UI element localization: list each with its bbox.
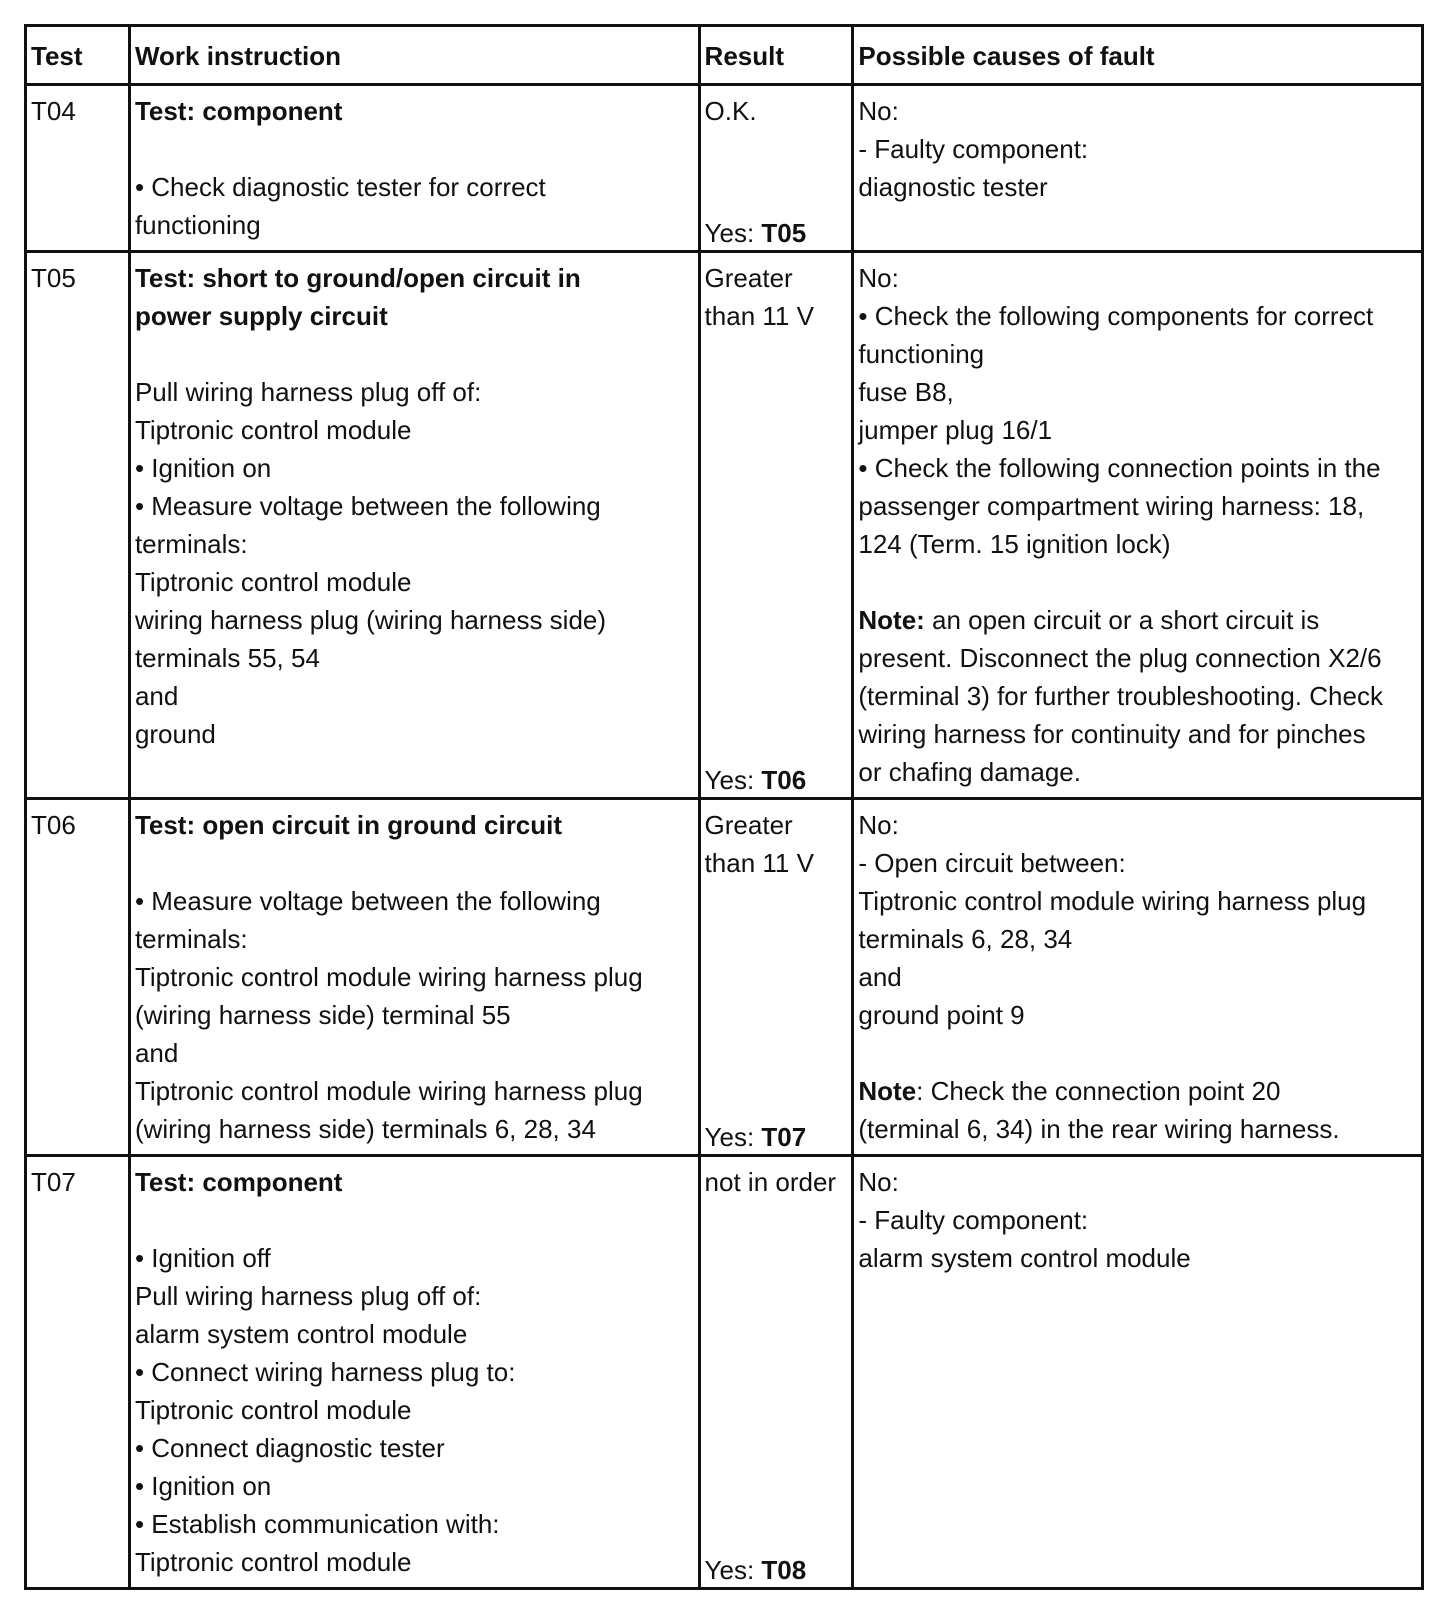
work-line: • Measure voltage between the following xyxy=(134,491,601,521)
yes-target: T08 xyxy=(761,1555,807,1585)
note-text: : Check the connection point 20 xyxy=(916,1076,1281,1106)
test-id: T06 xyxy=(26,799,130,1156)
possible-causes-cell xyxy=(853,85,1423,252)
note-line xyxy=(858,1072,1417,1110)
work-line: Tiptronic control module xyxy=(134,415,412,445)
work-line: ground xyxy=(134,719,216,749)
result-line: than 11 V xyxy=(704,848,814,878)
possible-causes-cell xyxy=(853,252,1423,799)
yes-target: T05 xyxy=(761,218,807,248)
work-line: • Ignition on xyxy=(134,453,272,483)
work-line: Tiptronic control module wiring harness plug xyxy=(134,962,643,992)
header-possible-causes: Possible causes of fault xyxy=(853,26,1423,85)
work-line: Pull wiring harness plug off of: xyxy=(134,1281,482,1311)
yes-prefix: Yes: xyxy=(704,1122,762,1152)
table-header-row xyxy=(26,26,1423,85)
work-line: • Check diagnostic tester for correct xyxy=(134,172,546,202)
cause-line: ground point 9 xyxy=(858,1000,1025,1030)
yes-next-test xyxy=(705,1551,807,1589)
work-line: and xyxy=(134,681,179,711)
test-id: T04 xyxy=(26,85,130,252)
test-title: Test: open circuit in ground circuit xyxy=(134,810,563,840)
table-row xyxy=(26,799,1423,1156)
work-line: • Ignition off xyxy=(134,1243,271,1273)
work-line: terminals: xyxy=(134,529,248,559)
cause-line: • Check the following components for correct xyxy=(858,301,1374,331)
work-line: • Measure voltage between the following xyxy=(134,886,601,916)
work-instruction-cell xyxy=(129,252,699,799)
note-line: (terminal 3) for further troubleshooting. Check xyxy=(858,681,1383,711)
note-line: wiring harness for continuity and for pinches xyxy=(858,719,1366,749)
possible-causes-cell xyxy=(853,1156,1423,1589)
yes-next-test xyxy=(705,761,807,799)
yes-prefix: Yes: xyxy=(704,1555,762,1585)
work-line: and xyxy=(134,1038,179,1068)
yes-prefix: Yes: xyxy=(704,218,762,248)
result-cell xyxy=(699,1156,853,1589)
work-line: functioning xyxy=(134,210,261,240)
cause-line: and xyxy=(858,962,902,992)
yes-prefix: Yes: xyxy=(704,765,762,795)
table-row xyxy=(26,1156,1423,1589)
possible-causes-cell xyxy=(853,799,1423,1156)
cause-line: 124 (Term. 15 ignition lock) xyxy=(858,529,1171,559)
table-row xyxy=(26,85,1423,252)
work-line xyxy=(135,1201,694,1239)
test-title: power supply circuit xyxy=(134,301,388,331)
result-line: than 11 V xyxy=(704,301,814,331)
yes-target: T07 xyxy=(761,1122,807,1152)
work-line: Tiptronic control module xyxy=(134,1547,412,1577)
cause-line: jumper plug 16/1 xyxy=(858,415,1053,445)
work-line: Tiptronic control module xyxy=(134,567,412,597)
work-line: terminals 55, 54 xyxy=(134,643,320,673)
test-title: Test: component xyxy=(134,96,343,126)
cause-line: No: xyxy=(858,263,899,293)
cause-line: Tiptronic control module wiring harness plug xyxy=(858,886,1367,916)
cause-line xyxy=(858,563,1417,601)
cause-line: No: xyxy=(858,810,899,840)
cause-line xyxy=(858,1034,1417,1072)
work-instruction-cell xyxy=(129,799,699,1156)
work-line: Tiptronic control module wiring harness plug xyxy=(134,1076,643,1106)
work-line: Tiptronic control module xyxy=(134,1395,412,1425)
diagnostic-test-sheet xyxy=(24,24,1424,1590)
cause-line: alarm system control module xyxy=(858,1243,1191,1273)
cause-line: No: xyxy=(858,1167,899,1197)
work-line: • Establish communication with: xyxy=(134,1509,500,1539)
test-id: T05 xyxy=(26,252,130,799)
work-line: (wiring harness side) terminals 6, 28, 34 xyxy=(134,1114,596,1144)
result-cell xyxy=(699,799,853,1156)
cause-line: terminals 6, 28, 34 xyxy=(858,924,1073,954)
header-work-instruction: Work instruction xyxy=(129,26,699,85)
cause-line: functioning xyxy=(858,339,985,369)
work-line: terminals: xyxy=(134,924,248,954)
work-line: (wiring harness side) terminal 55 xyxy=(134,1000,511,1030)
result-line: O.K. xyxy=(704,96,757,126)
cause-line: • Check the following connection points in the xyxy=(858,453,1381,483)
note-label: Note xyxy=(858,1076,917,1106)
note-line xyxy=(858,601,1417,639)
work-line xyxy=(135,130,694,168)
result-cell xyxy=(699,252,853,799)
header-test: Test xyxy=(26,26,130,85)
yes-next-test xyxy=(705,214,807,252)
work-line: Pull wiring harness plug off of: xyxy=(134,377,482,407)
note-line: present. Disconnect the plug connection X2/6 xyxy=(858,643,1382,673)
test-title: Test: component xyxy=(134,1167,343,1197)
cause-line: - Open circuit between: xyxy=(858,848,1126,878)
work-line xyxy=(135,335,694,373)
work-line: alarm system control module xyxy=(134,1319,468,1349)
yes-target: T06 xyxy=(761,765,807,795)
cause-line: - Faulty component: xyxy=(858,134,1089,164)
work-instruction-cell xyxy=(129,85,699,252)
test-title: Test: short to ground/open circuit in xyxy=(134,263,581,293)
test-table xyxy=(24,24,1424,1590)
cause-line: No: xyxy=(858,96,899,126)
table-row xyxy=(26,252,1423,799)
work-line: • Connect wiring harness plug to: xyxy=(134,1357,516,1387)
note-line: or chafing damage. xyxy=(858,757,1081,787)
work-line: wiring harness plug (wiring harness side) xyxy=(134,605,607,635)
cause-line: fuse B8, xyxy=(858,377,954,407)
cause-line: diagnostic tester xyxy=(858,172,1048,202)
note-text: an open circuit or a short circuit is xyxy=(924,605,1320,635)
work-instruction-cell xyxy=(129,1156,699,1589)
yes-next-test xyxy=(705,1118,807,1156)
work-line xyxy=(135,844,694,882)
cause-line: - Faulty component: xyxy=(858,1205,1089,1235)
result-line: not in order xyxy=(704,1167,837,1197)
work-line: • Connect diagnostic tester xyxy=(134,1433,445,1463)
test-id: T07 xyxy=(26,1156,130,1589)
cause-line: passenger compartment wiring harness: 18, xyxy=(858,491,1365,521)
result-line: Greater xyxy=(704,810,793,840)
header-result: Result xyxy=(699,26,853,85)
note-label: Note: xyxy=(858,605,925,635)
result-cell xyxy=(699,85,853,252)
note-line: (terminal 6, 34) in the rear wiring harness. xyxy=(858,1114,1340,1144)
result-line: Greater xyxy=(704,263,793,293)
work-line: • Ignition on xyxy=(134,1471,272,1501)
